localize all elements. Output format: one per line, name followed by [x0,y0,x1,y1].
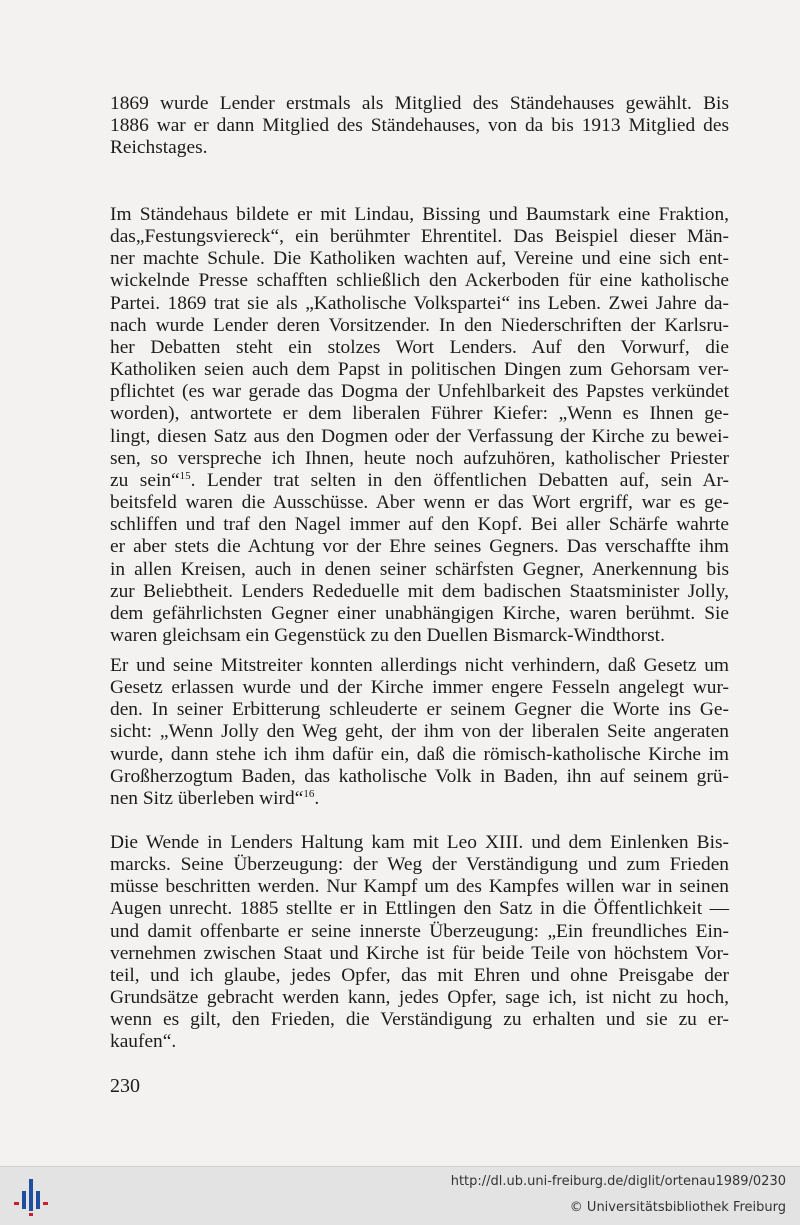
text-line: Großherzogtum Baden, das katholische Volk in Baden, ihn auf seinem grü- [110,765,729,787]
ub-freiburg-logo-icon [12,1175,52,1217]
text-line: Partei. 1869 trat sie als „Katholische Volkspartei“ ins Leben. Zwei Jahre da- [110,292,729,314]
paragraph [110,655,729,810]
text-line: kaufen“. [110,1031,177,1053]
text-line: den. In seiner Erbitterung schleuderte er seinem Gegner die Worte ins Ge- [110,699,729,721]
text-line: nen Sitz überleben wird“$^{16}$. [110,787,320,809]
text-line: Katholiken seien auch dem Papst in politischen Dingen zum Gehorsam ver- [110,359,729,381]
page-number: 230 [110,1075,140,1097]
text-line: schliffen und traf den Nagel immer auf den Kopf. Bei aller Schärfe wahrte [110,514,729,536]
text-line: zur Beliebtheit. Lenders Rededuelle mit dem badischen Staatsminister Jolly, [110,580,729,602]
text-line: Die Wende in Lenders Haltung kam mit Leo XIII. und dem Einlenken Bis- [110,832,729,853]
text-line: Im Ständehaus bildete er mit Lindau, Bissing und Baumstark eine Fraktion, [110,204,729,225]
paragraph [110,832,729,1054]
text-line: wickelnde Presse schafften schließlich den Ackerboden für eine katholische [110,270,729,292]
text-line: sen, so verspreche ich Ihnen, heute noch aufzuhören, katholischer Priester [110,447,729,469]
text-line: dem gefährlichsten Gegner einer unabhängigen Kirche, waren berühmt. Sie [110,602,729,624]
text-line: marcks. Seine Überzeugung: der Weg der Verständigung und zum Frieden [110,854,729,876]
text-line: 1869 wurde Lender erstmals als Mitglied des Ständehauses gewählt. Bis [110,93,729,114]
text-line: her Debatten steht ein stolzes Wort Lenders. Auf den Vorwurf, die [110,336,729,358]
text-line: Augen unrecht. 1885 stellte er in Ettlingen den Satz in die Öffentlichkeit — [110,898,729,920]
text-line: beitsfeld waren die Ausschüsse. Aber wenn er das Wort ergriff, war es ge- [110,492,729,514]
text-line: Gesetz erlassen wurde und der Kirche immer engere Fesseln angelegt wur- [110,677,729,699]
text-line: Reichstages. [110,137,208,159]
source-url[interactable]: http://dl.ub.uni-freiburg.de/diglit/ortenau1989/0230 [450,1174,786,1189]
text-line: wenn es gilt, den Frieden, die Verständigung zu erhalten und sie zu er- [110,1009,729,1031]
paragraph [110,93,729,159]
footnote-marker: 15 [179,469,191,482]
text-line: sicht: „Wenn Jolly den Weg geht, der ihm von der liberalen Seite angeraten [110,721,729,743]
footnote-marker: 16 [303,787,315,800]
text-line: teil, und ich glaube, jedes Opfer, das mit Ehren und ohne Preisgabe der [110,964,729,986]
text-line: Grundsätze gebracht werden kann, jedes Opfer, sage ich, ist nicht zu hoch, [110,987,729,1009]
text-line: vernehmen zwischen Staat und Kirche ist für beide Teile von höchstem Vor- [110,942,729,964]
copyright-notice: © Universitätsbibliothek Freiburg [569,1200,786,1215]
text-line: in allen Kreisen, auch in denen seiner schärfsten Gegner, Anerkennung bis [110,558,729,580]
text-line: nach wurde Lender deren Vorsitzender. In den Niederschriften der Karlsru- [110,314,729,336]
text-line: waren gleichsam ein Gegenstück zu den Duellen Bismarck-Windthorst. [110,624,665,646]
text-line: worden), antwortete er dem liberalen Führer Kiefer: „Wenn es Ihnen ge- [110,403,729,425]
text-line: und damit offenbarte er seine innerste Überzeugung: „Ein freundliches Ein- [110,920,729,942]
text-line: pflichtet (es war gerade das Dogma der Unfehlbarkeit des Papstes verkündet [110,381,729,403]
footer-bar [0,1166,800,1225]
text-line: zu sein“$^{15}$. Lender trat selten in den öffentlichen Debatten auf, sein Ar- [110,469,729,491]
text-line: 1886 war er dann Mitglied des Ständehauses, von da bis 1913 Mitglied des [110,115,729,137]
text-line: müsse beschritten werden. Nur Kampf um des Kampfes willen war in seinen [110,876,729,898]
paragraph [110,204,729,647]
text-line: lingt, diesen Satz aus den Dogmen oder der Verfassung der Kirche zu bewei- [110,425,729,447]
text-line: ner machte Schule. Die Katholiken wachten auf, Vereine und eine sich ent- [110,248,729,270]
text-line: Er und seine Mitstreiter konnten allerdings nicht verhindern, daß Gesetz um [110,655,729,676]
text-line: wurde, dann stehe ich ihm dafür ein, daß die römisch-katholische Kirche im [110,743,729,765]
text-line: das„Festungsviereck“, ein berühmter Ehrentitel. Das Beispiel dieser Män- [110,226,729,248]
text-line: er aber stets die Achtung vor der Ehre seines Gegners. Das verschaffte ihm [110,536,729,558]
